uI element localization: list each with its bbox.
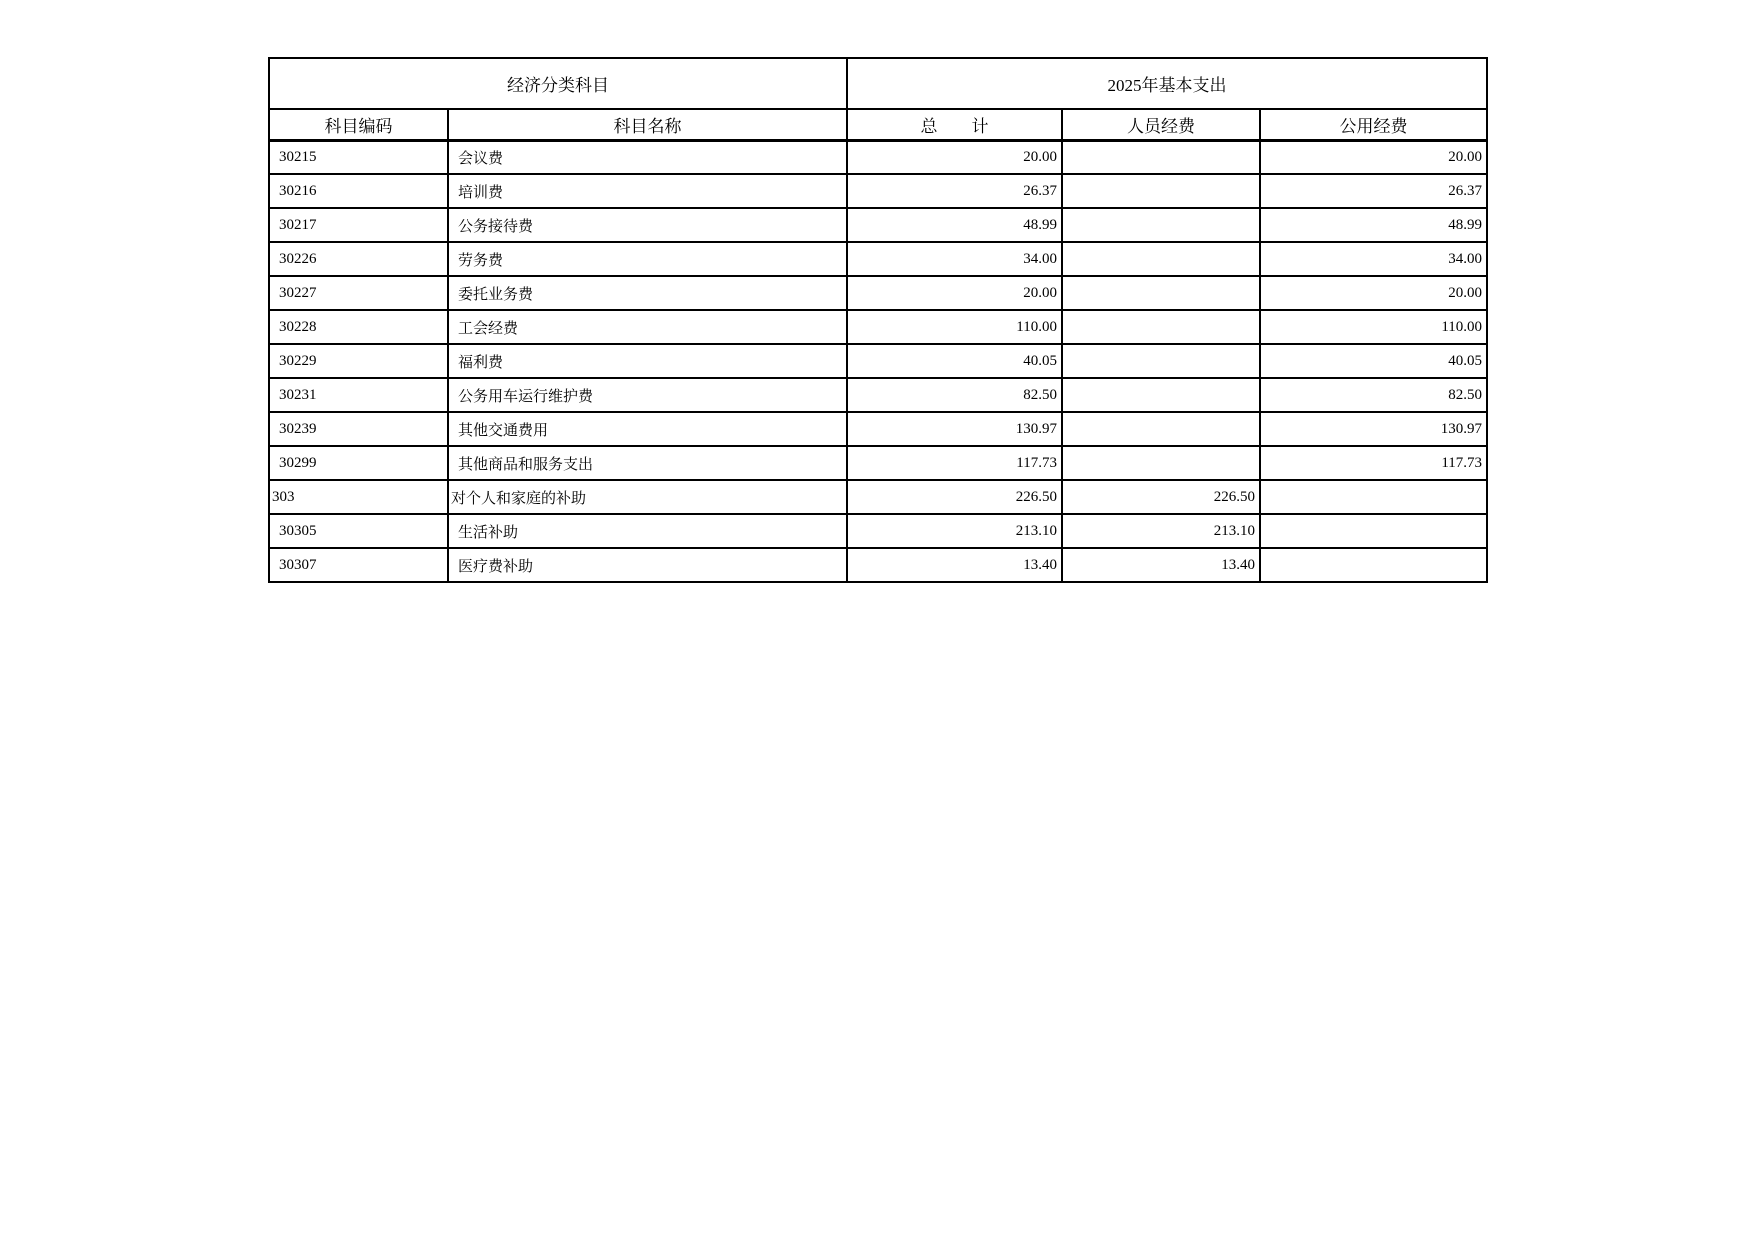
personnel-value-cell [1062, 412, 1260, 446]
public-funds-value-cell: 117.73 [1260, 446, 1487, 480]
table-row [269, 344, 1487, 378]
public-funds-value-cell: 26.37 [1260, 174, 1487, 208]
total-value-cell: 213.10 [847, 514, 1062, 548]
subject-name-cell: 医疗费补助 [448, 548, 847, 582]
total-value-cell: 40.05 [847, 344, 1062, 378]
personnel-value-cell [1062, 378, 1260, 412]
table-row [269, 242, 1487, 276]
total-value-cell: 34.00 [847, 242, 1062, 276]
personnel-value-cell: 13.40 [1062, 548, 1260, 582]
subject-code-cell: 30239 [269, 412, 448, 446]
column-header-total: 总 计 [847, 109, 1062, 140]
subject-code-cell: 30231 [269, 378, 448, 412]
subject-name-cell: 会议费 [448, 140, 847, 174]
personnel-value-cell [1062, 446, 1260, 480]
table-row [269, 310, 1487, 344]
subject-name-cell: 工会经费 [448, 310, 847, 344]
subject-name-cell: 生活补助 [448, 514, 847, 548]
public-funds-value-cell: 20.00 [1260, 276, 1487, 310]
subject-name-cell: 福利费 [448, 344, 847, 378]
table-row [269, 276, 1487, 310]
personnel-value-cell [1062, 344, 1260, 378]
column-header-subject-code: 科目编码 [269, 109, 448, 140]
total-value-cell: 26.37 [847, 174, 1062, 208]
table-row [269, 140, 1487, 174]
subject-code-cell: 303 [269, 480, 448, 514]
total-value-cell: 13.40 [847, 548, 1062, 582]
total-value-cell: 20.00 [847, 276, 1062, 310]
public-funds-value-cell [1260, 548, 1487, 582]
subject-name-cell: 其他交通费用 [448, 412, 847, 446]
subject-name-cell: 公务用车运行维护费 [448, 378, 847, 412]
subject-name-cell: 对个人和家庭的补助 [448, 480, 847, 514]
table-row [269, 514, 1487, 548]
subject-code-cell: 30299 [269, 446, 448, 480]
public-funds-value-cell: 20.00 [1260, 140, 1487, 174]
subject-code-cell: 30226 [269, 242, 448, 276]
subject-code-cell: 30307 [269, 548, 448, 582]
subject-name-cell: 劳务费 [448, 242, 847, 276]
total-value-cell: 110.00 [847, 310, 1062, 344]
public-funds-value-cell: 110.00 [1260, 310, 1487, 344]
personnel-value-cell: 213.10 [1062, 514, 1260, 548]
column-header-subject-name: 科目名称 [448, 109, 847, 140]
total-value-cell: 82.50 [847, 378, 1062, 412]
personnel-value-cell [1062, 208, 1260, 242]
table-body [269, 140, 1487, 582]
table-row [269, 208, 1487, 242]
column-header-personnel-funds: 人员经费 [1062, 109, 1260, 140]
total-value-cell: 117.73 [847, 446, 1062, 480]
column-header-public-funds: 公用经费 [1260, 109, 1487, 140]
public-funds-value-cell: 34.00 [1260, 242, 1487, 276]
personnel-value-cell [1062, 276, 1260, 310]
subject-code-cell: 30215 [269, 140, 448, 174]
subject-name-cell: 其他商品和服务支出 [448, 446, 847, 480]
public-funds-value-cell [1260, 514, 1487, 548]
budget-table [268, 57, 1488, 583]
total-value-cell: 226.50 [847, 480, 1062, 514]
subject-name-cell: 公务接待费 [448, 208, 847, 242]
personnel-value-cell: 226.50 [1062, 480, 1260, 514]
table-row [269, 378, 1487, 412]
subject-code-cell: 30216 [269, 174, 448, 208]
table-row [269, 174, 1487, 208]
subject-code-cell: 30228 [269, 310, 448, 344]
header-economic-classification: 经济分类科目 [269, 58, 847, 109]
public-funds-value-cell [1260, 480, 1487, 514]
subject-name-cell: 委托业务费 [448, 276, 847, 310]
personnel-value-cell [1062, 174, 1260, 208]
personnel-value-cell [1062, 140, 1260, 174]
subject-code-cell: 30229 [269, 344, 448, 378]
public-funds-value-cell: 48.99 [1260, 208, 1487, 242]
column-header-row [269, 109, 1487, 140]
subject-name-cell: 培训费 [448, 174, 847, 208]
public-funds-value-cell: 40.05 [1260, 344, 1487, 378]
table-row [269, 548, 1487, 582]
header-2025-basic-expenditure: 2025年基本支出 [847, 58, 1487, 109]
header-group-row [269, 58, 1487, 109]
personnel-value-cell [1062, 242, 1260, 276]
table-row [269, 412, 1487, 446]
subject-code-cell: 30305 [269, 514, 448, 548]
public-funds-value-cell: 130.97 [1260, 412, 1487, 446]
table-row [269, 480, 1487, 514]
total-value-cell: 48.99 [847, 208, 1062, 242]
subject-code-cell: 30227 [269, 276, 448, 310]
public-funds-value-cell: 82.50 [1260, 378, 1487, 412]
total-value-cell: 20.00 [847, 140, 1062, 174]
table-row [269, 446, 1487, 480]
total-value-cell: 130.97 [847, 412, 1062, 446]
personnel-value-cell [1062, 310, 1260, 344]
subject-code-cell: 30217 [269, 208, 448, 242]
